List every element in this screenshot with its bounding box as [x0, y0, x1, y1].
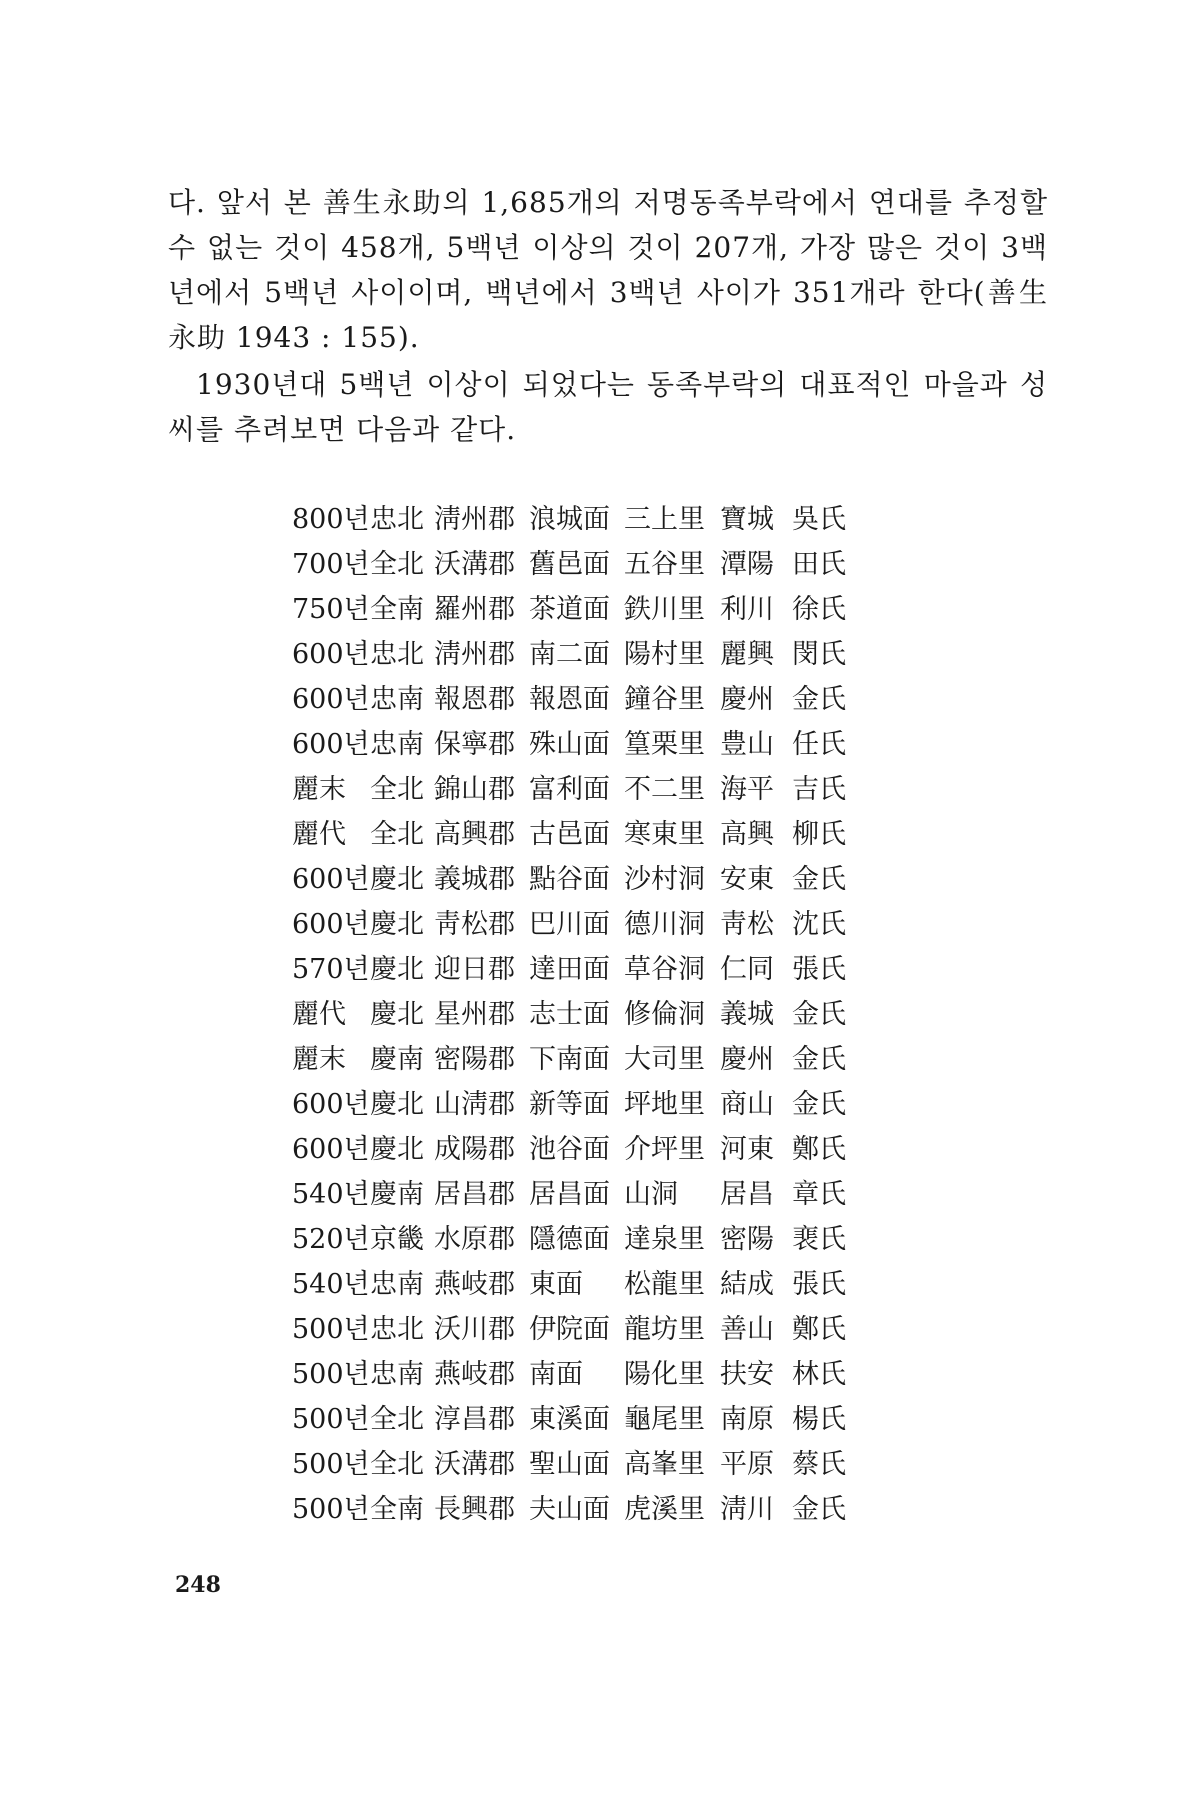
clan-surname-cell: 楊氏	[792, 1404, 846, 1435]
county-cell: 保寧郡	[434, 729, 515, 760]
village-cell: 大司里	[624, 1044, 705, 1075]
county-cell: 義城郡	[434, 864, 515, 895]
clan-surname-cell: 金氏	[792, 999, 846, 1030]
county-cell: 成陽郡	[434, 1134, 515, 1165]
table-row	[292, 494, 864, 539]
clan-origin-cell: 密陽	[720, 1224, 774, 1255]
county-cell: 山淸郡	[434, 1089, 515, 1120]
province-cell: 全南	[370, 594, 424, 625]
clan-surname-cell: 柳氏	[792, 819, 846, 850]
province-cell: 忠北	[370, 639, 424, 670]
town-cell: 志士面	[529, 999, 610, 1030]
town-cell: 報恩面	[529, 684, 610, 715]
village-cell: 松龍里	[624, 1269, 705, 1300]
era-cell: 600년	[292, 1089, 370, 1120]
town-cell: 殊山面	[529, 729, 610, 760]
table-row	[292, 1214, 864, 1259]
county-cell: 高興郡	[434, 819, 515, 850]
county-cell: 沃溝郡	[434, 549, 515, 580]
clan-origin-cell: 結成	[720, 1269, 774, 1300]
era-cell: 600년	[292, 909, 370, 940]
province-cell: 慶北	[370, 1089, 424, 1120]
province-cell: 忠南	[370, 1269, 424, 1300]
village-cell: 山洞	[624, 1179, 678, 1210]
era-cell: 600년	[292, 729, 370, 760]
clan-surname-cell: 任氏	[792, 729, 846, 760]
county-cell: 燕岐郡	[434, 1359, 515, 1390]
table-row	[292, 1484, 864, 1529]
province-cell: 慶北	[370, 909, 424, 940]
table-row	[292, 944, 864, 989]
county-cell: 淸州郡	[434, 504, 515, 535]
clan-origin-cell: 扶安	[720, 1359, 774, 1390]
village-cell: 寒東里	[624, 819, 705, 850]
village-cell: 沙村洞	[624, 864, 705, 895]
county-cell: 星州郡	[434, 999, 515, 1030]
clan-surname-cell: 林氏	[792, 1359, 846, 1390]
era-cell: 麗末	[292, 1044, 346, 1075]
clan-surname-cell: 吳氏	[792, 504, 846, 535]
clan-origin-cell: 靑松	[720, 909, 774, 940]
county-cell: 淳昌郡	[434, 1404, 515, 1435]
village-cell: 鐘谷里	[624, 684, 705, 715]
era-cell: 520년	[292, 1224, 370, 1255]
county-cell: 靑松郡	[434, 909, 515, 940]
clan-origin-cell: 高興	[720, 819, 774, 850]
clan-surname-cell: 金氏	[792, 1044, 846, 1075]
town-cell: 池谷面	[529, 1134, 610, 1165]
clan-surname-cell: 田氏	[792, 549, 846, 580]
era-cell: 500년	[292, 1494, 370, 1525]
table-row	[292, 1304, 864, 1349]
table-row	[292, 1439, 864, 1484]
era-cell: 540년	[292, 1269, 370, 1300]
clan-origin-cell: 善山	[720, 1314, 774, 1345]
province-cell: 全北	[370, 819, 424, 850]
province-cell: 忠北	[370, 1314, 424, 1345]
era-cell: 750년	[292, 594, 370, 625]
table-row	[292, 539, 864, 584]
era-cell: 500년	[292, 1449, 370, 1480]
province-cell: 忠南	[370, 1359, 424, 1390]
era-cell: 500년	[292, 1359, 370, 1390]
town-cell: 南二面	[529, 639, 610, 670]
county-cell: 沃溝郡	[434, 1449, 515, 1480]
era-cell: 600년	[292, 864, 370, 895]
table-row	[292, 809, 864, 854]
clan-origin-cell: 平原	[720, 1449, 774, 1480]
village-cell: 五谷里	[624, 549, 705, 580]
era-cell: 麗末	[292, 774, 346, 805]
table-row	[292, 1259, 864, 1304]
province-cell: 慶南	[370, 1044, 424, 1075]
county-cell: 迎日郡	[434, 954, 515, 985]
clan-origin-cell: 麗興	[720, 639, 774, 670]
table-row	[292, 1124, 864, 1169]
village-cell: 三上里	[624, 504, 705, 535]
clan-origin-cell: 潭陽	[720, 549, 774, 580]
county-cell: 錦山郡	[434, 774, 515, 805]
clan-origin-cell: 慶州	[720, 1044, 774, 1075]
era-cell: 600년	[292, 684, 370, 715]
clan-surname-cell: 徐氏	[792, 594, 846, 625]
town-cell: 巴川面	[529, 909, 610, 940]
county-cell: 密陽郡	[434, 1044, 515, 1075]
clan-surname-cell: 鄭氏	[792, 1134, 846, 1165]
county-cell: 淸州郡	[434, 639, 515, 670]
table-row	[292, 1034, 864, 1079]
province-cell: 全北	[370, 549, 424, 580]
clan-surname-cell: 章氏	[792, 1179, 846, 1210]
province-cell: 慶南	[370, 1179, 424, 1210]
village-cell: 篁栗里	[624, 729, 705, 760]
province-cell: 京畿	[370, 1224, 424, 1255]
village-cell: 龍坊里	[624, 1314, 705, 1345]
town-cell: 聖山面	[529, 1449, 610, 1480]
village-cell: 陽村里	[624, 639, 705, 670]
province-cell: 全北	[370, 1449, 424, 1480]
clan-village-list	[292, 494, 864, 1529]
clan-origin-cell: 慶州	[720, 684, 774, 715]
county-cell: 長興郡	[434, 1494, 515, 1525]
clan-origin-cell: 南原	[720, 1404, 774, 1435]
clan-surname-cell: 蔡氏	[792, 1449, 846, 1480]
clan-surname-cell: 金氏	[792, 684, 846, 715]
town-cell: 居昌面	[529, 1179, 610, 1210]
clan-origin-cell: 寶城	[720, 504, 774, 535]
clan-surname-cell: 金氏	[792, 864, 846, 895]
page-number: 248	[175, 1572, 221, 1598]
province-cell: 慶北	[370, 999, 424, 1030]
town-cell: 浪城面	[529, 504, 610, 535]
village-cell: 坪地里	[624, 1089, 705, 1120]
clan-origin-cell: 安東	[720, 864, 774, 895]
era-cell: 500년	[292, 1404, 370, 1435]
clan-surname-cell: 金氏	[792, 1494, 846, 1525]
town-cell: 點谷面	[529, 864, 610, 895]
table-row	[292, 1169, 864, 1214]
table-row	[292, 584, 864, 629]
table-row	[292, 854, 864, 899]
town-cell: 東溪面	[529, 1404, 610, 1435]
table-row	[292, 899, 864, 944]
village-cell: 高峯里	[624, 1449, 705, 1480]
province-cell: 忠南	[370, 729, 424, 760]
clan-origin-cell: 商山	[720, 1089, 774, 1120]
table-row	[292, 674, 864, 719]
clan-surname-cell: 閔氏	[792, 639, 846, 670]
clan-origin-cell: 淸川	[720, 1494, 774, 1525]
body-paragraph-2: 1930년대 5백년 이상이 되었다는 동족부락의 대표적인 마을과 성씨를 추려보면 다음과 같다.	[168, 368, 1048, 446]
town-cell: 茶道面	[529, 594, 610, 625]
clan-origin-cell: 仁同	[720, 954, 774, 985]
town-cell: 南面	[529, 1359, 583, 1390]
era-cell: 600년	[292, 1134, 370, 1165]
clan-surname-cell: 金氏	[792, 1089, 846, 1120]
town-cell: 新等面	[529, 1089, 610, 1120]
table-row	[292, 764, 864, 809]
table-row	[292, 989, 864, 1034]
province-cell: 慶北	[370, 1134, 424, 1165]
county-cell: 居昌郡	[434, 1179, 515, 1210]
clan-origin-cell: 利川	[720, 594, 774, 625]
clan-surname-cell: 張氏	[792, 954, 846, 985]
village-cell: 德川洞	[624, 909, 705, 940]
province-cell: 全南	[370, 1494, 424, 1525]
village-cell: 陽化里	[624, 1359, 705, 1390]
clan-surname-cell: 吉氏	[792, 774, 846, 805]
town-cell: 東面	[529, 1269, 583, 1300]
province-cell: 忠南	[370, 684, 424, 715]
county-cell: 沃川郡	[434, 1314, 515, 1345]
town-cell: 古邑面	[529, 819, 610, 850]
town-cell: 伊院面	[529, 1314, 610, 1345]
era-cell: 540년	[292, 1179, 370, 1210]
clan-surname-cell: 張氏	[792, 1269, 846, 1300]
clan-surname-cell: 鄭氏	[792, 1314, 846, 1345]
clan-origin-cell: 義城	[720, 999, 774, 1030]
county-cell: 燕岐郡	[434, 1269, 515, 1300]
table-row	[292, 629, 864, 674]
clan-surname-cell: 沈氏	[792, 909, 846, 940]
town-cell: 夫山面	[529, 1494, 610, 1525]
town-cell: 富利面	[529, 774, 610, 805]
province-cell: 慶北	[370, 954, 424, 985]
village-cell: 修倫洞	[624, 999, 705, 1030]
table-row	[292, 1079, 864, 1124]
village-cell: 草谷洞	[624, 954, 705, 985]
province-cell: 忠北	[370, 504, 424, 535]
village-cell: 虎溪里	[624, 1494, 705, 1525]
body-paragraph-1: 다. 앞서 본 善生永助의 1,685개의 저명동족부락에서 연대를 추정할 수 없는 것이 458개, 5백년 이상의 것이 207개, 가장 많은 것이 3백년에서 5백년 사이이며, 백년에서 3백년 사이가 351개라 한다(善生永助 1943 : 155).	[168, 186, 1048, 354]
village-cell: 不二里	[624, 774, 705, 805]
era-cell: 700년	[292, 549, 370, 580]
village-cell: 介坪里	[624, 1134, 705, 1165]
era-cell: 800년	[292, 504, 370, 535]
village-cell: 達泉里	[624, 1224, 705, 1255]
village-cell: 鉄川里	[624, 594, 705, 625]
era-cell: 600년	[292, 639, 370, 670]
province-cell: 全北	[370, 774, 424, 805]
county-cell: 羅州郡	[434, 594, 515, 625]
clan-surname-cell: 裵氏	[792, 1224, 846, 1255]
era-cell: 麗代	[292, 819, 346, 850]
table-row	[292, 1394, 864, 1439]
village-cell: 龜尾里	[624, 1404, 705, 1435]
clan-origin-cell: 居昌	[720, 1179, 774, 1210]
era-cell: 570년	[292, 954, 370, 985]
town-cell: 達田面	[529, 954, 610, 985]
clan-origin-cell: 豊山	[720, 729, 774, 760]
province-cell: 慶北	[370, 864, 424, 895]
table-row	[292, 1349, 864, 1394]
era-cell: 500년	[292, 1314, 370, 1345]
county-cell: 報恩郡	[434, 684, 515, 715]
town-cell: 隱德面	[529, 1224, 610, 1255]
town-cell: 舊邑面	[529, 549, 610, 580]
clan-origin-cell: 河東	[720, 1134, 774, 1165]
province-cell: 全北	[370, 1404, 424, 1435]
table-row	[292, 719, 864, 764]
county-cell: 水原郡	[434, 1224, 515, 1255]
town-cell: 下南面	[529, 1044, 610, 1075]
era-cell: 麗代	[292, 999, 346, 1030]
clan-origin-cell: 海平	[720, 774, 774, 805]
